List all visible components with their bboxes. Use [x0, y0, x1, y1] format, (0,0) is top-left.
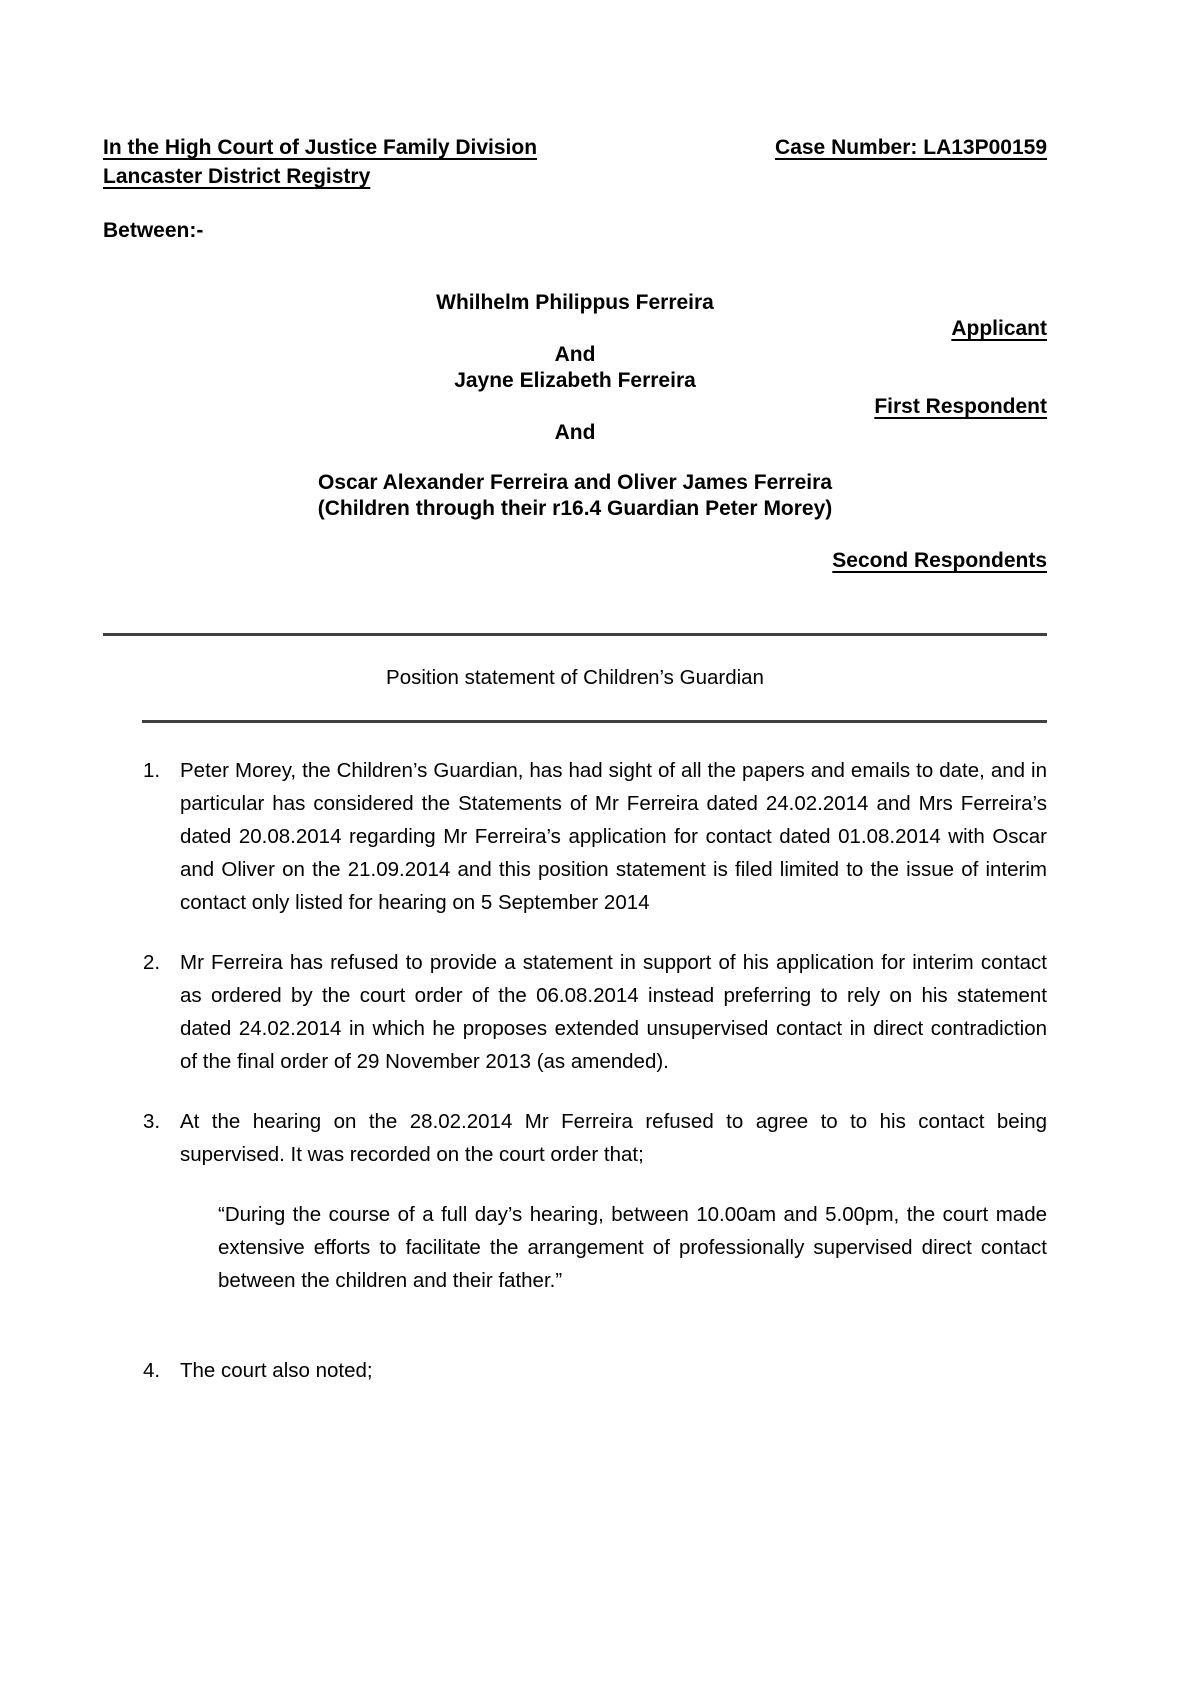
paragraph-1-number: 1. [143, 759, 161, 782]
document-content [103, 133, 1047, 1414]
statement-body [103, 754, 1047, 1387]
divider-bottom [142, 720, 1047, 723]
first-respondent-name: Jayne Elizabeth Ferreira [454, 369, 696, 392]
document-header [103, 133, 1047, 191]
paragraph-1-text: Peter Morey, the Children’s Guardian, has had sight of all the papers and emails to date, and in particular has considered the Statements of Mr Ferreira dated 24.02.2014 and Mrs Ferreira’s dated 20.08.2014 regarding Mr Ferreira’s application for contact dated 01.08.2014 with Oscar and Oliver on the 21.09.2014 and this position statement is filed limited to the issue of interim contact only listed for hearing on 5 September 2014 [180, 759, 1047, 914]
divider-top [103, 633, 1047, 636]
paragraph-3 [143, 1105, 1047, 1171]
paragraph-2-number: 2. [143, 951, 161, 974]
paragraph-2-text: Mr Ferreira has refused to provide a statement in support of his application for interim contact as ordered by the court order of the 06.08.2014 instead preferring to rely on his statement dated 24.02.2014 in which he proposes extended unsupervised contact in direct contradiction of the final order of 29 November 2013 (as amended). [180, 951, 1047, 1073]
first-respondent-role: First Respondent [874, 395, 1047, 418]
between-label: Between:- [103, 219, 204, 242]
paragraph-4-text: The court also noted; [180, 1359, 373, 1382]
paragraph-1 [143, 754, 1047, 919]
court-line-2: Lancaster District Registry [103, 165, 371, 188]
second-respondents-role: Second Respondents [832, 549, 1047, 572]
court-order-quote: “During the course of a full day’s hearing, between 10.00am and 5.00pm, the court made extensive efforts to facilitate the arrangement of professionally supervised direct contact between the children and their father.” [218, 1203, 1047, 1292]
paragraph-2 [143, 946, 1047, 1078]
paragraph-4 [143, 1354, 1047, 1387]
second-respondents-name-line-1: Oscar Alexander Ferreira and Oliver James Ferreira [317, 471, 832, 494]
and-separator-2: And [554, 421, 596, 444]
court-name-block [103, 133, 537, 191]
paragraph-3-number: 3. [143, 1110, 161, 1133]
document-title: Position statement of Children’s Guardian [386, 666, 764, 689]
applicant-name: Whilhelm Philippus Ferreira [436, 291, 714, 314]
paragraph-4-number: 4. [143, 1359, 161, 1382]
applicant-role: Applicant [951, 317, 1047, 340]
paragraph-3-text: At the hearing on the 28.02.2014 Mr Ferreira refused to agree to to his contact being supervised. It was recorded on the court order that; [180, 1110, 1047, 1166]
case-number: Case Number: LA13P00159 [775, 136, 1047, 159]
second-respondents-name-line-2: (Children through their r16.4 Guardian Peter Morey) [317, 497, 833, 520]
parties-block [103, 290, 1047, 574]
and-separator-1: And [554, 343, 596, 366]
court-line-1: In the High Court of Justice Family Division [103, 136, 538, 159]
